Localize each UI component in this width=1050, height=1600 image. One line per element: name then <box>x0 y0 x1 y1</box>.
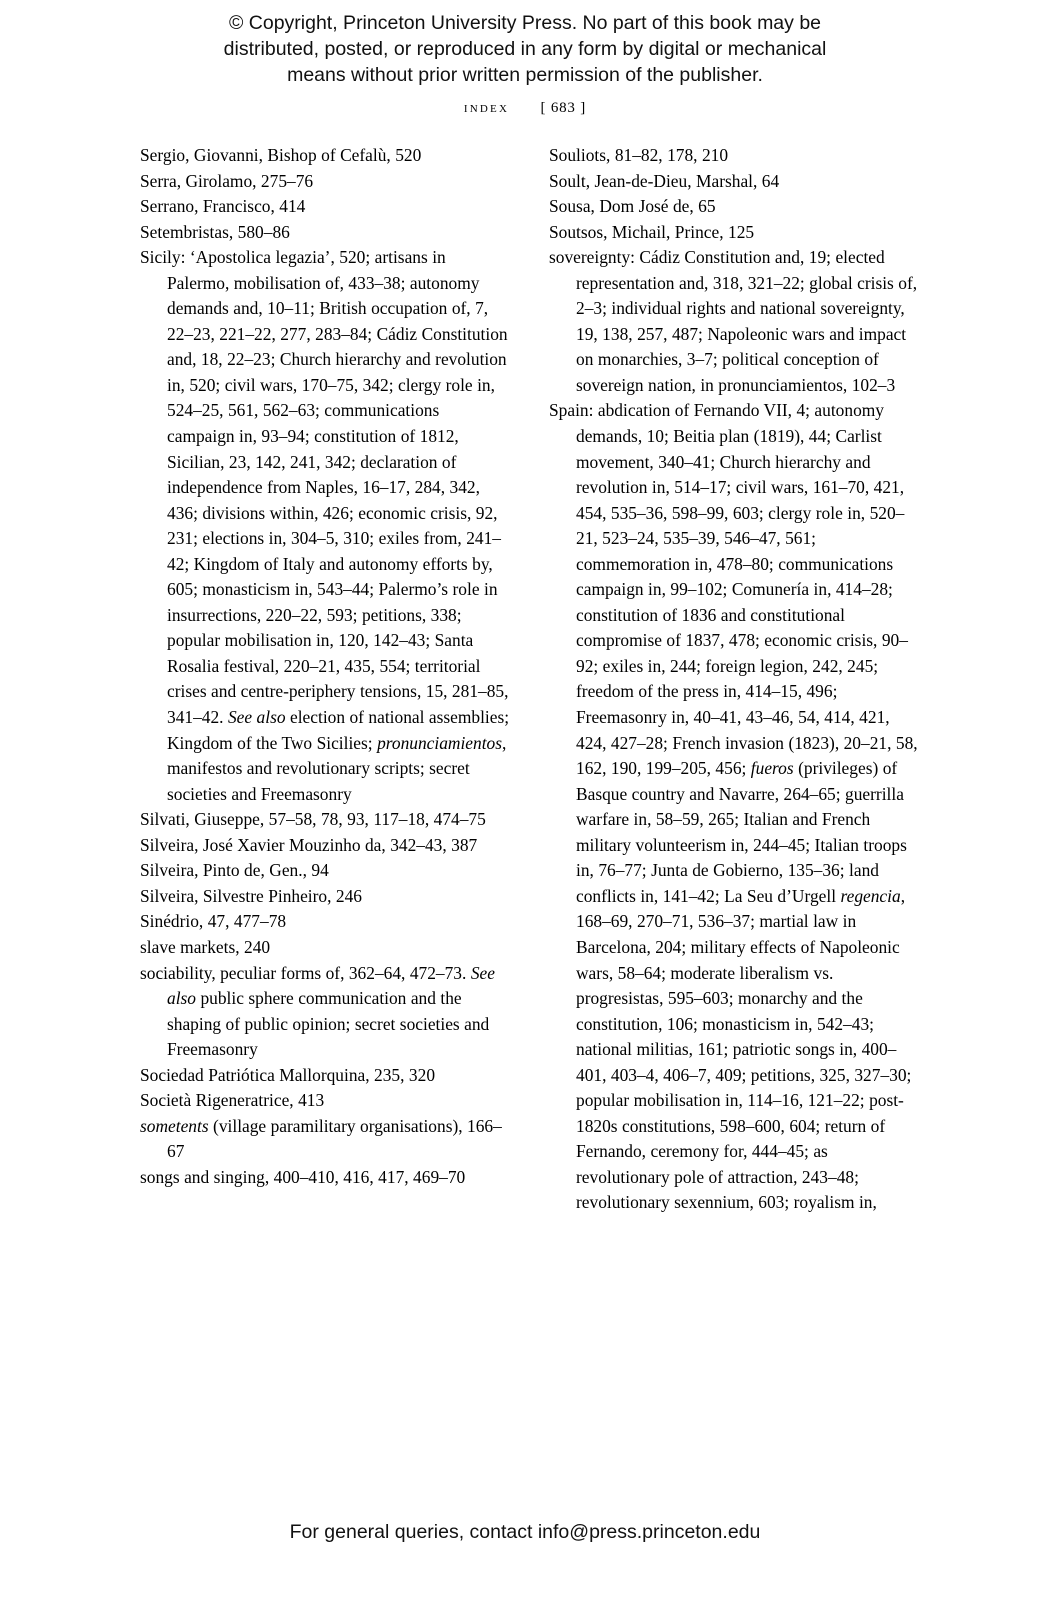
copyright-notice <box>0 10 1050 88</box>
index-column-right <box>549 143 920 1216</box>
index-entry: Serrano, Francisco, 414 <box>140 196 306 217</box>
index-entry: Società Rigeneratrice, 413 <box>140 1090 325 1111</box>
index-entry: sovereignty: Cádiz Constitution and, 19; elected representation and, 318, 321–22; global crisis of, 2–3; individual rights and national sovereignty, 19, 138, 257, 487; Napoleonic wars and impact on monarchies, 3–7; political conception of sovereign nation, in pronunciamientos, 102–3 <box>549 247 918 395</box>
index-entry: Sicily: ‘Apostolica legazia’, 520; artisans in Palermo, mobilisation of, 433–38; autonomy demands and, 10–11; British occupation of, 7, 22–23, 221–22, 277, 283–84; Cádiz Constitution and, 18, 22–23; Church hierarchy and revolution in, 520; civil wars, 170–75, 342; clergy role in, 524–25, 561, 562–63; communications campaign in, 93–94; constitution of 1812, Sicilian, 23, 142, 241, 342; declaration of independence from Naples, 16–17, 284, 342, 436; divisions within, 426; economic crisis, 92, 231; elections in, 304–5, 310; exiles from, 241–42; Kingdom of Italy and autonomy efforts by, 605; monasticism in, 543–44; Palermo’s role in insurrections, 220–22, 593; petitions, 338; popular mobilisation in, 120, 142–43; Santa Rosalia festival, 220–21, 435, 554; territorial crises and centre-periphery tensions, 15, 281–85, 341–42. See also election of national assemblies; Kingdom of the Two Sicilies; pronunciamientos, manifestos and revolutionary scripts; secret societies and Freemasonry <box>140 247 510 804</box>
index-entry: songs and singing, 400–410, 416, 417, 469–70 <box>140 1166 466 1187</box>
index-columns <box>140 143 920 1216</box>
running-head-label: index <box>463 100 510 116</box>
index-entry: Serra, Girolamo, 275–76 <box>140 170 314 191</box>
index-column-left <box>140 143 511 1216</box>
copyright-line-1: © Copyright, Princeton University Press. No part of this book may be <box>228 12 822 34</box>
copyright-line-2: distributed, posted, or reproduced in any form by digital or mechanical <box>223 38 827 60</box>
index-entry: sociability, peculiar forms of, 362–64, 472–73. See also public sphere communication and the shaping of public opinion; secret societies and Freemasonry <box>140 962 495 1060</box>
page-number: [ 683 ] <box>540 100 587 116</box>
index-entry: Sociedad Patriótica Mallorquina, 235, 320 <box>140 1064 436 1085</box>
footer-note: For general queries, contact info@press.princeton.edu <box>289 1521 761 1543</box>
index-entry: Spain: abdication of Fernando VII, 4; autonomy demands, 10; Beitia plan (1819), 44; Carlist movement, 340–41; Church hierarchy and revolution in, 514–17; civil wars, 161–70, 421, 454, 535–36, 598–99, 603; clergy role in, 520–21, 523–24, 535–39, 546–47, 561; commemoration in, 478–80; communications campaign in, 99–102; Comunería in, 414–28; constitution of 1836 and constitutional compromise of 1837, 478; economic crisis, 90–92; exiles in, 244; foreign legion, 242, 245; freedom of the press in, 414–15, 496; Freemasonry in, 40–41, 43–46, 54, 414, 421, 424, 427–28; French invasion (1823), 20–21, 58, 162, 190, 199–205, 456; fueros (privileges) of Basque country and Navarre, 264–65; guerrilla warfare in, 58–59, 265; Italian and French military volunteerism in, 244–45; Italian troops in, 76–77; Junta de Gobierno, 135–36; land conflicts in, 141–42; La Seu d’Urgell regencia, 168–69, 270–71, 536–37; martial law in Barcelona, 204; military effects of Napoleonic wars, 58–64; moderate liberalism vs. progresistas, 595–603; monarchy and the constitution, 106; monasticism in, 542–43; national militias, 161; patriotic songs in, 400–401, 403–4, 406–7, 409; petitions, 325, 327–30; popular mobilisation in, 114–16, 121–22; post-1820s constitutions, 598–600, 604; return of Fernando, ceremony for, 444–45; as revolutionary pole of attraction, 243–48; revolutionary sexennium, 603; royalism in, <box>549 400 918 1213</box>
index-entry: Setembristas, 580–86 <box>140 221 290 242</box>
copyright-line-3: means without prior written permission of the publisher. <box>287 64 763 86</box>
index-entry: Soult, Jean-de-Dieu, Marshal, 64 <box>549 170 780 191</box>
index-entry: sometents (village paramilitary organisations), 166–67 <box>140 1115 502 1162</box>
index-entry: Sinédrio, 47, 477–78 <box>140 911 287 932</box>
index-entry: Silvati, Giuseppe, 57–58, 78, 93, 117–18, 474–75 <box>140 809 486 830</box>
index-entry: Sergio, Giovanni, Bishop of Cefalù, 520 <box>140 145 422 165</box>
index-entry: Silveira, Silvestre Pinheiro, 246 <box>140 885 363 906</box>
running-head <box>0 100 1050 117</box>
index-entry: Souliots, 81–82, 178, 210 <box>549 145 729 165</box>
index-entry: Sousa, Dom José de, 65 <box>549 196 716 217</box>
index-entry: slave markets, 240 <box>140 936 271 957</box>
index-entry: Silveira, Pinto de, Gen., 94 <box>140 860 329 881</box>
index-entry: Silveira, José Xavier Mouzinho da, 342–43, 387 <box>140 834 478 855</box>
index-entry: Soutsos, Michail, Prince, 125 <box>549 221 755 242</box>
